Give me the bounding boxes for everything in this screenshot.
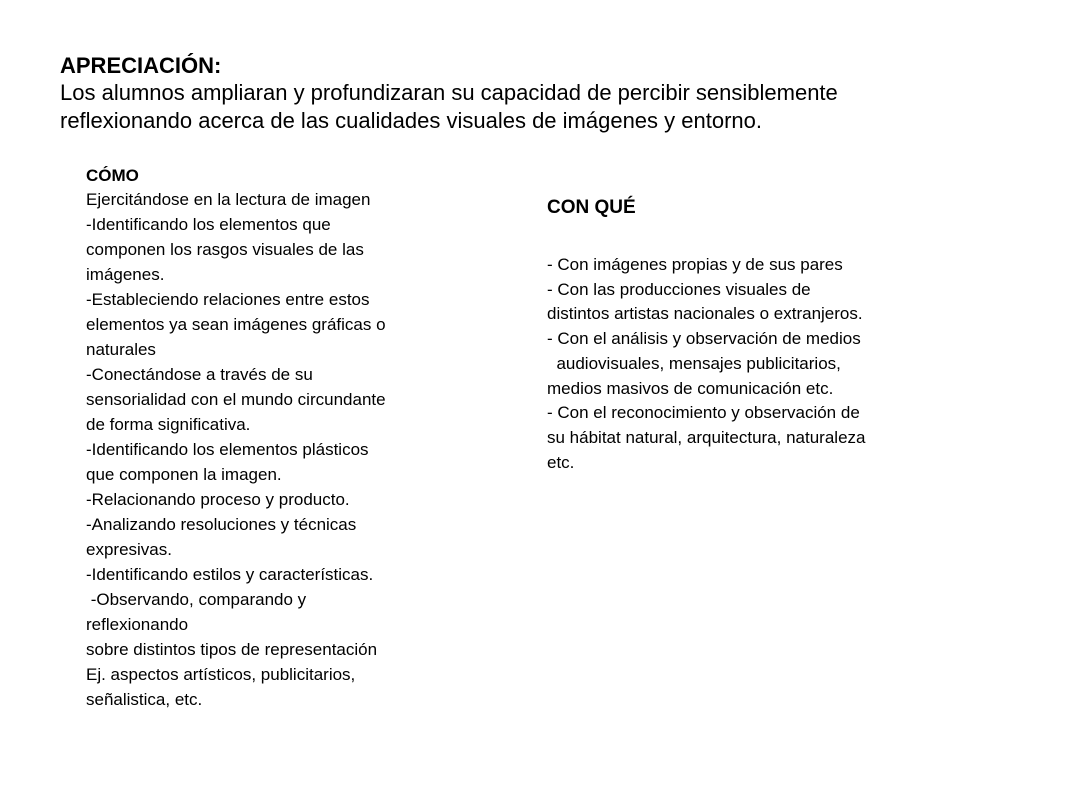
como-line: reflexionando — [86, 615, 189, 634]
con-que-line: - Con imágenes propias y de sus pares — [547, 255, 843, 274]
como-line: componen los rasgos visuales de las — [86, 240, 364, 259]
como-line: -Observando, comparando y — [86, 590, 307, 609]
con-que-line: - Con las producciones visuales de — [547, 279, 811, 299]
con-que-line: su hábitat natural, arquitectura, naturaleza — [547, 427, 866, 447]
con-que-line: distintos artistas nacionales o extranjeros. — [547, 304, 863, 324]
header-body-line: reflexionando acerca de las cualidades visuales de imágenes y entorno. — [60, 108, 762, 133]
con-que-line: etc. — [547, 452, 575, 472]
como-line: -Identificando los elementos plásticos — [86, 440, 369, 459]
como-line: que componen la imagen. — [86, 465, 282, 484]
header-title: APRECIACIÓN: — [60, 53, 222, 78]
como-line: -Identificando los elementos que — [86, 215, 331, 234]
como-line: naturales — [86, 340, 156, 359]
como-line: Ejercitándose en la lectura de imagen — [86, 190, 371, 209]
como-line: elementos ya sean imágenes gráficas o — [86, 315, 386, 334]
como-column — [86, 164, 516, 712]
con-que-column — [547, 196, 1017, 475]
con-que-line: medios masivos de comunicación etc. — [547, 378, 834, 398]
como-line: -Identificando estilos y características. — [86, 565, 374, 584]
como-line: -Conectándose a través de su — [86, 365, 313, 384]
con-que-line: - Con el análisis y observación de medios — [547, 329, 861, 349]
con-que-title: CON QUÉ — [547, 197, 636, 218]
como-line: -Relacionando proceso y producto. — [86, 490, 350, 509]
con-que-line: audiovisuales, mensajes publicitarios, — [547, 353, 841, 373]
como-line: imágenes. — [86, 265, 165, 284]
como-line: de forma significativa. — [86, 415, 251, 434]
como-line: Ej. aspectos artísticos, publicitarios, — [86, 665, 356, 684]
header-body-line: Los alumnos ampliaran y profundizaran su capacidad de percibir sensiblemente — [60, 80, 838, 105]
con-que-line: - Con el reconocimiento y observación de — [547, 403, 860, 423]
como-line: expresivas. — [86, 540, 172, 559]
como-title: CÓMO — [86, 166, 139, 185]
header-block — [60, 52, 1040, 135]
como-line: sensorialidad con el mundo circundante — [86, 390, 386, 409]
como-line: señalistica, etc. — [86, 690, 203, 709]
como-line: -Analizando resoluciones y técnicas — [86, 515, 357, 534]
como-line: sobre distintos tipos de representación — [86, 640, 378, 659]
como-line: -Estableciendo relaciones entre estos — [86, 290, 370, 309]
